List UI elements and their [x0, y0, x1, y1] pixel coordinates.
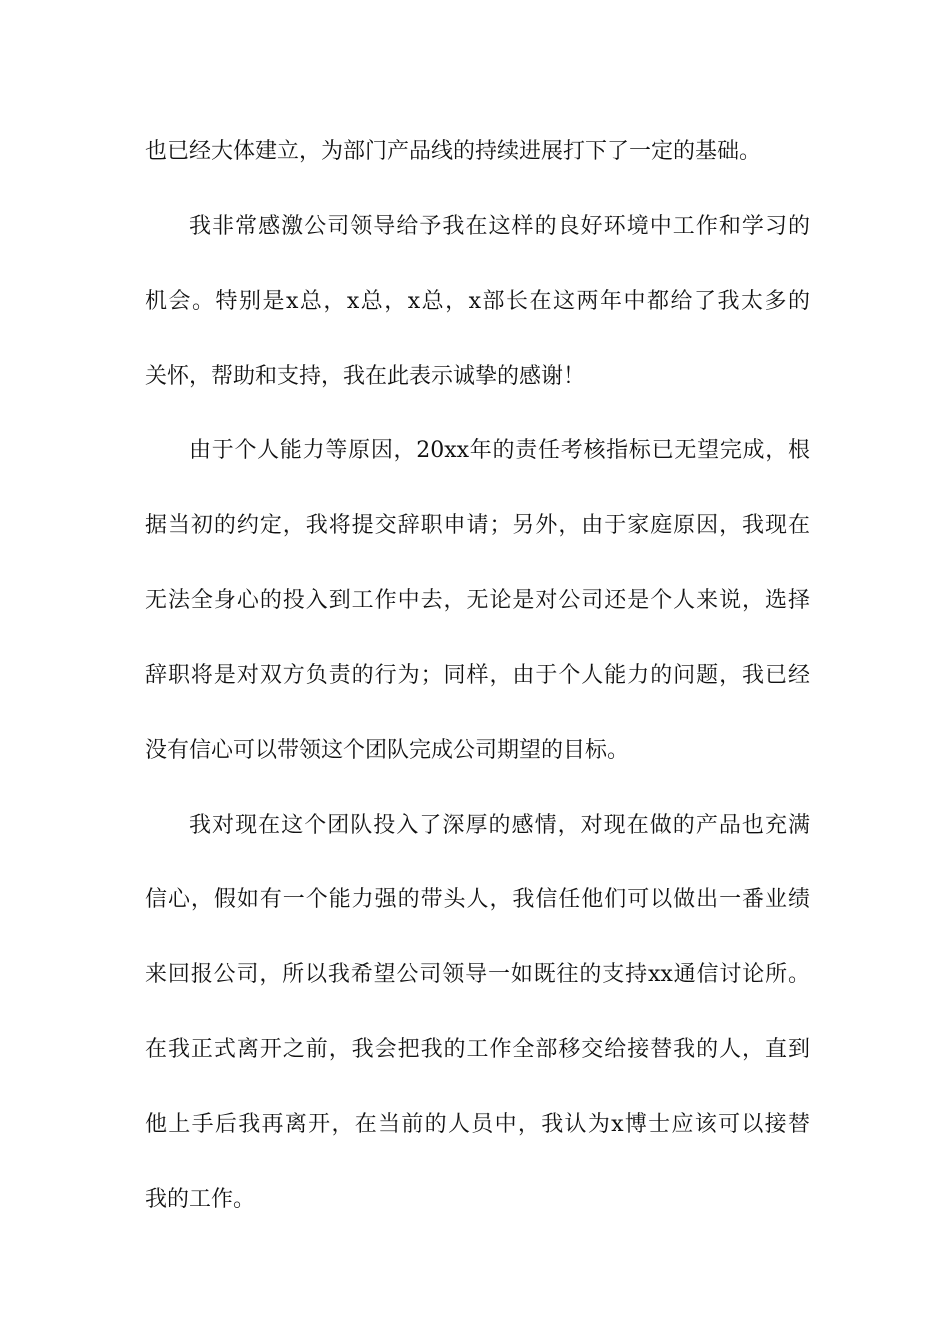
text-line: 他上手后我再离开，在当前的人员中，我认为x博士应该可以接替	[145, 1112, 810, 1137]
text-line: 辞职将是对双方负责的行为；同样，由于个人能力的问题，我已经	[145, 663, 810, 688]
text-line: 来回报公司，所以我希望公司领导一如既往的支持xx通信讨论所。	[145, 962, 810, 987]
text-line: 信心，假如有一个能力强的带头人，我信任他们可以做出一番业绩	[145, 887, 810, 912]
paragraph-first-line: 由于个人能力等原因，20xx年的责任考核指标已无望完成，根	[189, 438, 810, 463]
text-line: 关怀，帮助和支持，我在此表示诚挚的感谢！	[145, 364, 586, 389]
text-line: 无法全身心的投入到工作中去，无论是对公司还是个人来说，选择	[145, 588, 810, 613]
paragraph-first-line: 我非常感激公司领导给予我在这样的良好环境中工作和学习的	[189, 214, 810, 239]
text-line: 在我正式离开之前，我会把我的工作全部移交给接替我的人，直到	[145, 1037, 810, 1062]
text-line: 没有信心可以带领这个团队完成公司期望的目标。	[145, 738, 630, 763]
paragraph-first-line: 我对现在这个团队投入了深厚的感情，对现在做的产品也充满	[189, 813, 810, 838]
text-line: 机会。特别是x总，x总，x总，x部长在这两年中都给了我太多的	[145, 289, 810, 314]
text-line: 我的工作。	[145, 1187, 256, 1212]
text-line: 据当初的约定，我将提交辞职申请；另外，由于家庭原因，我现在	[145, 513, 810, 538]
text-line: 也已经大体建立，为部门产品线的持续进展打下了一定的基础。	[145, 139, 762, 164]
